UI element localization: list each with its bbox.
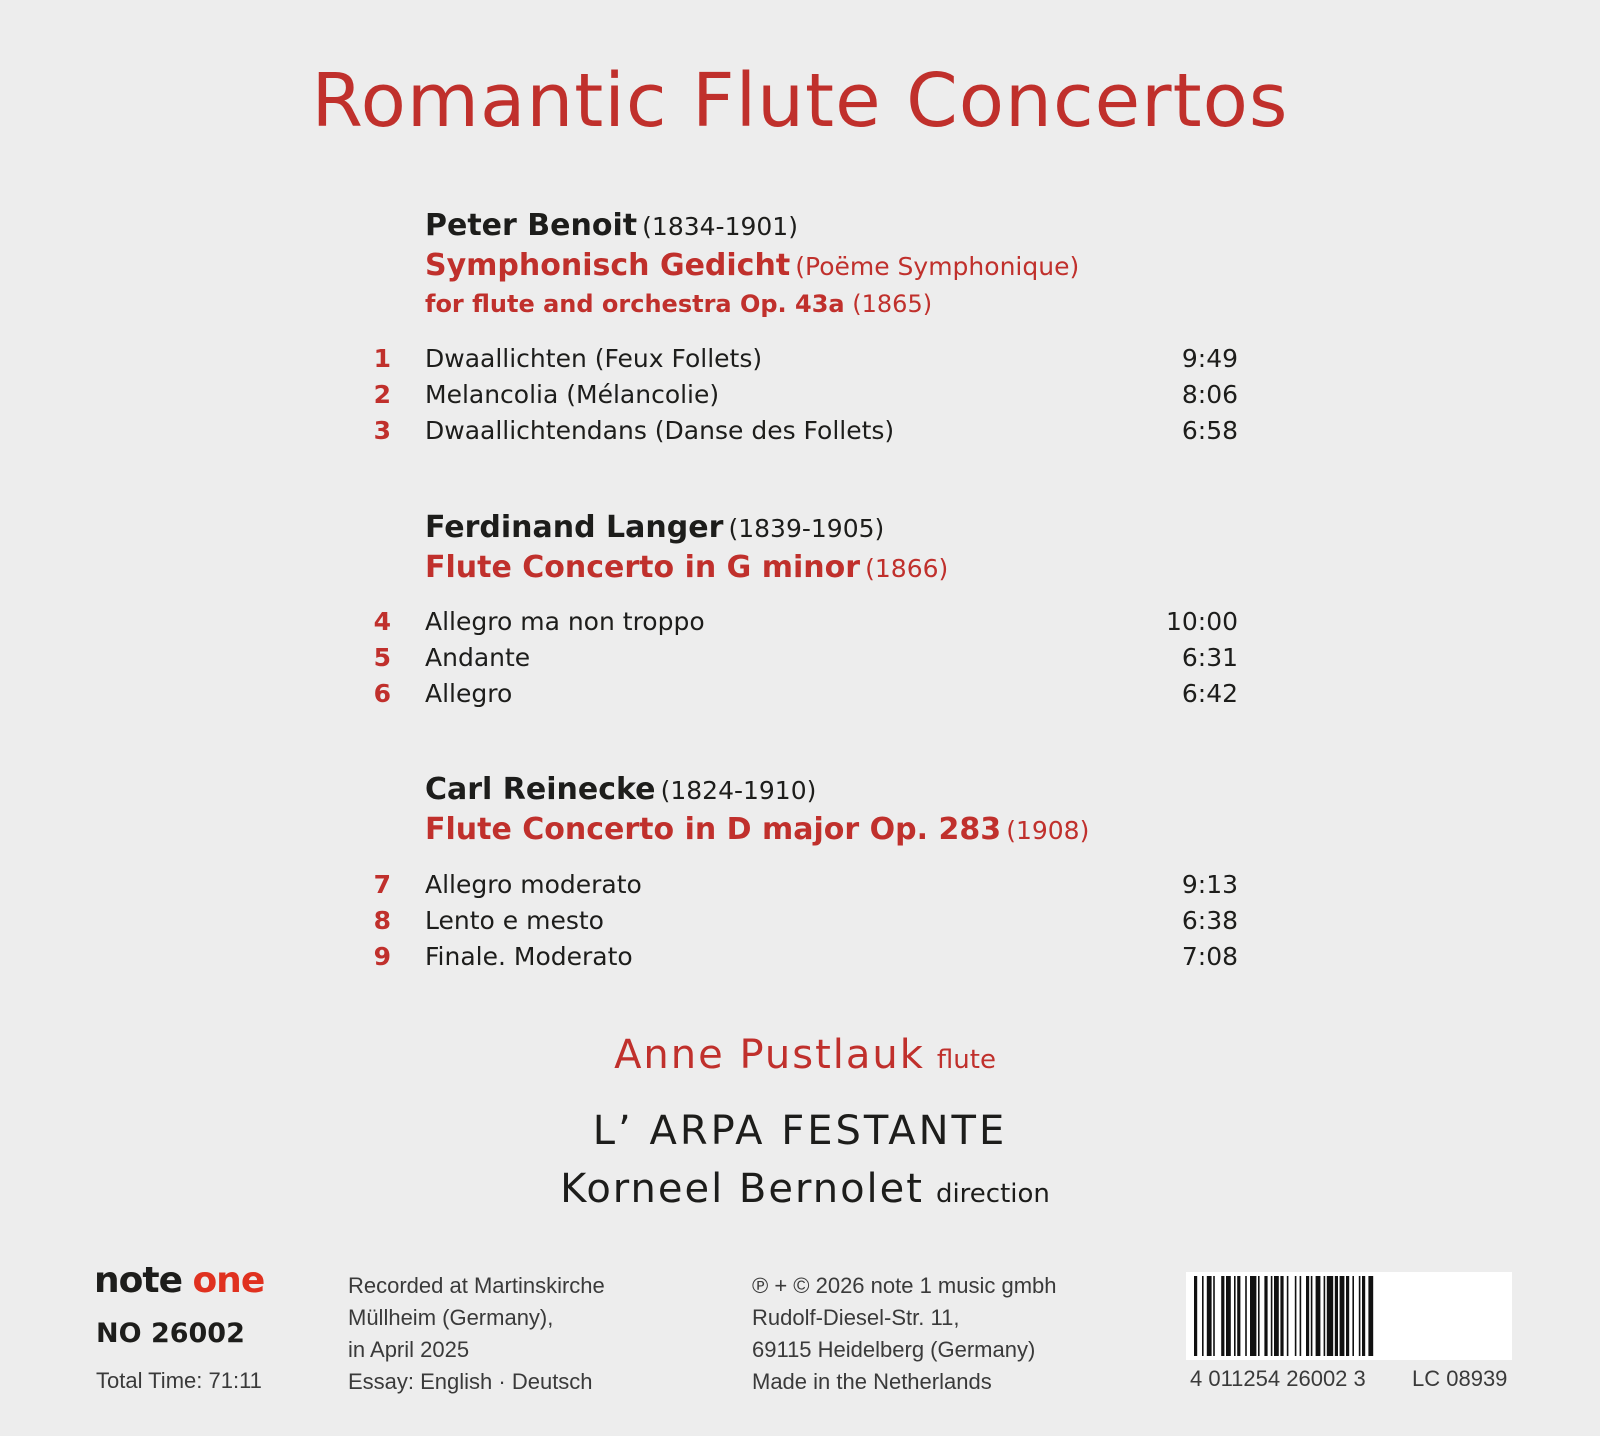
ensemble-name: L’ ARPA FESTANTE [592,1108,1008,1154]
track-duration: 6:42 [1181,679,1238,708]
conductor-line [0,1166,1600,1212]
track-title: Dwaallichten (Feux Follets) [425,344,763,373]
ensemble-line [0,1108,1600,1154]
work-title-main: Flute Concerto in G minor [425,550,861,585]
track-row [0,643,1600,679]
track-row [0,344,1600,380]
barcode-bar [1324,1276,1326,1356]
conductor-role: direction [935,1179,1050,1209]
recording-info-line: in April 2025 [348,1337,470,1362]
track-duration: 8:06 [1181,380,1238,409]
track-number: 1 [373,344,391,373]
recording-info-line: Müllheim (Germany), [348,1305,554,1330]
work-title-extra: (1908) [1006,816,1090,845]
soloist-role: flute [936,1045,996,1075]
copyright-info-line: 69115 Heidelberg (Germany) [752,1337,1036,1362]
recording-info [348,1270,605,1398]
barcode-bar [1213,1276,1215,1356]
soloist-name: Anne Pustlauk [614,1032,925,1078]
track-duration: 9:13 [1181,870,1238,899]
work-subtitle [425,290,932,318]
work-title-extra: (1866) [865,554,949,583]
barcode-bar [1207,1276,1212,1356]
barcode-bar [1234,1276,1236,1356]
barcode-bar [1221,1276,1224,1356]
barcode-bar [1327,1276,1333,1356]
work-title [425,550,948,585]
work-title [425,248,1079,283]
track-duration: 10:00 [1165,607,1238,636]
barcode [1186,1272,1512,1360]
barcode-bar [1202,1276,1204,1356]
track-title: Allegro [425,679,513,708]
barcode-bar [1226,1276,1231,1356]
barcode-bar [1237,1276,1240,1356]
barcode-graphic [1186,1272,1512,1360]
barcode-bar [1258,1276,1260,1356]
barcode-bar [1295,1276,1297,1356]
work-title-main: Flute Concerto in D major Op. 283 [425,812,1002,847]
logo-part-note: note [94,1260,182,1301]
track-number: 2 [373,380,391,409]
copyright-info-line: Rudolf-Diesel-Str. 11, [752,1305,960,1330]
track-row [0,942,1600,978]
recording-info-line: Essay: English · Deutsch [348,1369,593,1394]
barcode-bar [1280,1276,1283,1356]
composer-line [425,772,816,807]
track-number: 3 [373,416,391,445]
barcode-bar [1287,1276,1289,1356]
work-title-main: Symphonisch Gedicht [425,248,791,283]
barcode-bar [1335,1276,1338,1356]
barcode-bar [1311,1276,1313,1356]
catalog-number: NO 26002 [96,1318,245,1349]
copyright-info-line: ℗ + © 2026 note 1 music gmbh [752,1273,1057,1298]
work-title-extra: (Poëme Symphonique) [795,252,1080,281]
composer-name: Carl Reinecke [425,772,656,807]
barcode-bar [1368,1276,1373,1356]
barcode-bar [1362,1276,1365,1356]
track-duration: 7:08 [1181,942,1238,971]
track-row [0,607,1600,643]
track-row [0,679,1600,715]
track-title: Dwaallichtendans (Danse des Follets) [425,416,895,445]
track-row [0,870,1600,906]
barcode-bar [1359,1276,1361,1356]
barcode-bar [1300,1276,1302,1356]
barcode-bar [1271,1276,1273,1356]
composer-line [425,208,798,243]
track-title: Allegro ma non troppo [425,607,705,636]
barcode-bar [1340,1276,1345,1356]
barcode-bar [1264,1276,1267,1356]
track-row [0,380,1600,416]
track-number: 8 [373,906,391,935]
lc-code: LC 08939 [1412,1366,1508,1391]
track-duration: 6:58 [1181,416,1238,445]
soloist-line [0,1032,1600,1078]
track-title: Andante [425,643,531,672]
track-title: Allegro moderato [425,870,642,899]
barcode-bar [1346,1276,1349,1356]
composer-line [425,510,884,545]
copyright-info [752,1270,1057,1398]
composer-dates: (1824-1910) [660,776,817,805]
composer-dates: (1834-1901) [642,212,798,241]
track-number: 7 [373,870,391,899]
conductor-name: Korneel Bernolet [560,1166,924,1212]
barcode-bar [1306,1276,1309,1356]
copyright-info-line: Made in the Netherlands [752,1369,992,1394]
track-number: 6 [373,679,391,708]
track-title: Melancolia (Mélancolie) [425,380,720,409]
composer-name: Peter Benoit [425,208,638,243]
track-row [0,906,1600,942]
logo-part-one: one [192,1260,265,1301]
composer-dates: (1839-1905) [728,514,885,543]
barcode-number: 4 011254 26002 3 [1190,1366,1366,1391]
recording-info-line: Recorded at Martinskirche [348,1273,605,1298]
barcode-bar [1274,1276,1279,1356]
barcode-bar [1194,1276,1197,1356]
work-subtitle-text: for flute and orchestra Op. 43a [425,290,845,318]
track-duration: 6:31 [1181,643,1238,672]
track-title: Lento e mesto [425,906,604,935]
track-number: 9 [373,942,391,971]
track-number: 4 [373,607,391,636]
composer-name: Ferdinand Langer [425,510,724,545]
work-subtitle-year: (1865) [852,290,933,318]
track-duration: 9:49 [1181,344,1238,373]
track-row [0,416,1600,452]
track-duration: 6:38 [1181,906,1238,935]
track-number: 5 [373,643,391,672]
total-time: Total Time: 71:11 [96,1368,262,1393]
barcode-bar [1250,1276,1256,1356]
page-title: Romantic Flute Concertos [311,58,1289,144]
track-title: Finale. Moderato [425,942,633,971]
barcode-bar [1316,1276,1321,1356]
barcode-bar [1352,1276,1354,1356]
barcode-bar [1245,1276,1247,1356]
work-title [425,812,1089,847]
label-logo [94,1260,264,1301]
